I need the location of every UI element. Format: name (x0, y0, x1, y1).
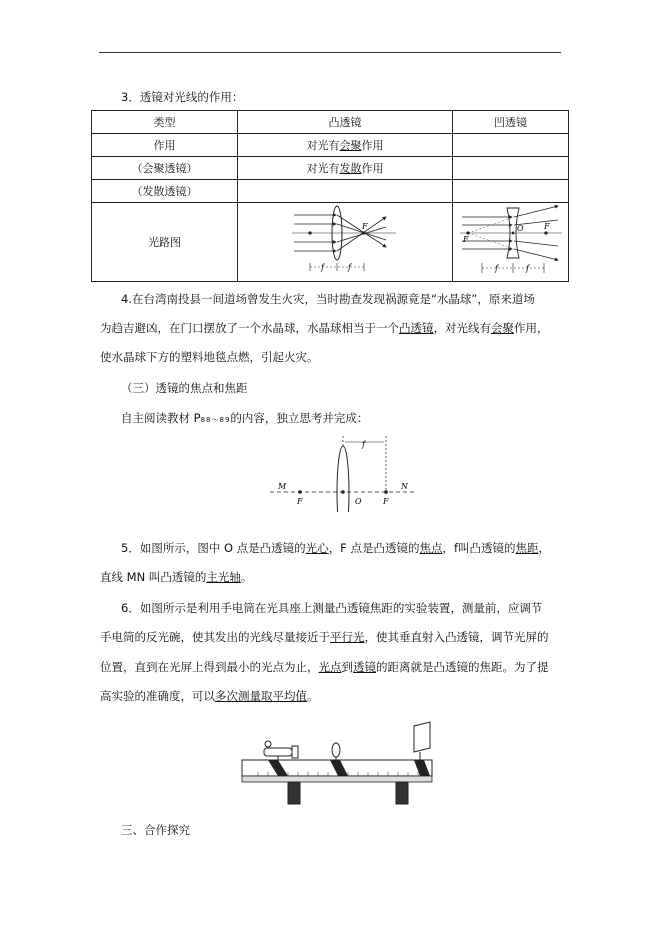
table-header: 类型 (92, 111, 238, 134)
M-label: M (278, 482, 287, 491)
focal-length-label: f (321, 262, 324, 272)
focal-point-label: F (543, 221, 550, 231)
item6-line2: 手电筒的反光碗，使其发出的光线尽量接近于平行光，使其垂直射入凸透镜，调节光屏的 (100, 630, 549, 644)
table-row (92, 157, 569, 180)
item6-line1: 6．如图所示是利用手电筒在光具座上测量凸透镜焦距的实验装置，测量前，应调节 (121, 601, 543, 615)
focal-point-label: F (462, 234, 469, 244)
lens-table (91, 110, 569, 282)
table-header: 凸透镜 (238, 111, 453, 134)
table-cell (453, 134, 569, 157)
item4-line1: 4.在台湾南投县一间道场曾发生火灾，当时勘查发现祸源竟是“水晶球”，原来道场 (121, 292, 535, 306)
table-header-row (92, 111, 569, 134)
O-label: O (355, 497, 362, 506)
focal-length-label: f (525, 263, 529, 273)
table-header: 凹透镜 (453, 111, 569, 134)
section3-title: 3．透镜对光线的作用： (121, 90, 244, 104)
convex-diagram-cell (238, 203, 453, 282)
focal-point-label: F (362, 221, 368, 231)
concave-lens-ray-diagram (458, 205, 564, 277)
item4-line2: 为趋吉避凶，在门口摆放了一个水晶球，水晶球相当于一个凸透镜，对光线有会聚作用， (100, 321, 549, 335)
concave-diagram-cell (453, 203, 569, 282)
table-cell (453, 157, 569, 180)
header-rule (99, 52, 561, 53)
F-right-label: F (383, 497, 389, 506)
table-cell: （发散透镜） (92, 180, 238, 203)
focal-length-label: f (494, 263, 498, 273)
table-cell (453, 180, 569, 203)
table-row (92, 180, 569, 203)
item6-line3: 位置，直到在光屏上得到最小的光点为止，光点到透镜的距离就是凸透镜的焦距。为了提 (100, 660, 549, 674)
focal-length-label: f (348, 262, 351, 272)
table-cell: 光路图 (92, 203, 238, 282)
table-cell: （会聚透镜） (92, 157, 238, 180)
heading-focus-section: （三）透镜的焦点和焦距 (121, 381, 248, 395)
item5-line2: 直线 MN 叫凸透镜的主光轴。 (100, 570, 253, 584)
convex-lens-ray-diagram (290, 205, 400, 277)
focal-length-label: f (362, 440, 365, 449)
table-cell: 对光有发散作用 (238, 157, 453, 180)
optical-center-label: O (516, 223, 524, 233)
table-cell: 作用 (92, 134, 238, 157)
item6-line4: 高实验的准确度，可以多次测量取平均值。 (100, 689, 319, 703)
self-study-line: 自主阅读教材 P88～89的内容，独立思考并完成： (121, 411, 369, 425)
optical-bench-illustration (238, 720, 438, 810)
N-label: N (401, 482, 408, 491)
focus-diagram (268, 432, 418, 512)
table-cell: 对光有会聚作用 (238, 134, 453, 157)
table-row (92, 203, 569, 282)
section-cooperative-heading: 三、合作探究 (121, 823, 190, 837)
item5-line1: 5．如图所示，图中 O 点是凸透镜的光心，F 点是凸透镜的焦点，f叫凸透镜的焦距， (121, 541, 551, 555)
F-left-label: F (297, 497, 303, 506)
table-cell (238, 180, 453, 203)
item4-line3: 使水晶球下方的塑料地毯点燃，引起火灾。 (100, 350, 319, 364)
table-row (92, 134, 569, 157)
